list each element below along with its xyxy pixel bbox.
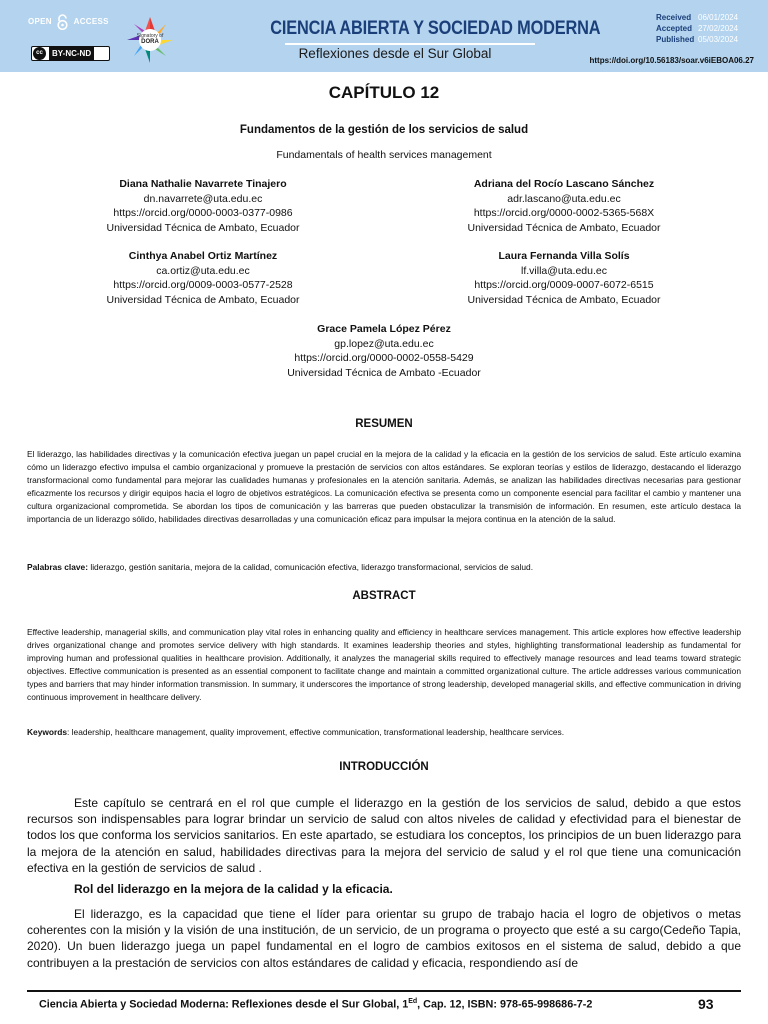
received-label: Received bbox=[656, 13, 692, 22]
title-divider bbox=[285, 43, 535, 45]
author-affiliation: Universidad Técnica de Ambato, Ecuador bbox=[467, 221, 661, 234]
author-name: Adriana del Rocío Lascano Sánchez bbox=[473, 178, 655, 190]
author-email[interactable]: ca.ortiz@uta.edu.ec bbox=[156, 264, 250, 277]
doi-link[interactable]: https://doi.org/10.56183/soar.v6iEBOA06.27 bbox=[589, 56, 754, 65]
author-block bbox=[73, 249, 333, 307]
footer-text-start: Ciencia Abierta y Sociedad Moderna: Reflexiones desde el Sur Global, 1 bbox=[39, 998, 409, 1011]
author-block bbox=[434, 177, 694, 235]
journal-subtitle: Reflexiones desde el Sur Global bbox=[298, 46, 492, 61]
paper-title: Fundamentos de la gestión de los servicios de salud bbox=[239, 124, 529, 136]
publication-dates bbox=[656, 12, 738, 45]
author-email[interactable]: lf.villa@uta.edu.ec bbox=[521, 264, 607, 277]
dora-small-text: Signatory of bbox=[136, 33, 164, 39]
resumen-keywords bbox=[27, 561, 741, 573]
license-badge[interactable] bbox=[31, 46, 110, 61]
author-email[interactable]: adr.lascano@uta.edu.ec bbox=[507, 192, 621, 205]
open-access-right-text: ACCESS bbox=[73, 17, 109, 27]
accepted-date: 27/02/2024 bbox=[698, 24, 739, 33]
author-affiliation: Universidad Técnica de Ambato, Ecuador bbox=[106, 221, 300, 234]
dora-big-text: DORA bbox=[141, 39, 159, 45]
resumen-text: El liderazgo, las habilidades directivas y la comunicación efectiva juegan un papel crucial en la mejora de la calidad y la eficacia en la gestión de los servicios de salud. Este artículo examina cómo un liderazgo efectivo impulsa el cambio organizacional y promueve la prestación de servicios con altos estándares. Se exploran teorías y estilos de liderazgo, destacando el liderazgo transformacional como fundamental para mejorar las cualidades humanas y profesionales en la atención sanitaria. Además, se analizan las habilidades directivas necesarias para gestionar eficazmente los recursos y dirigir equipos hacia el logro de objetivos estratégicos. La comunicación efectiva se presenta como un componente esencial para facilitar el cambio y mantener una cultura organizacional comprometida. Se abordan los tipos de comunicación y las barreras que pueden obstaculizar la transmisión de información. En resumen, este artículo destaca la importancia de un liderazgo sólido, habilidades directivas desarrolladas y una comunicación eficaz para impulsar la mejora continua en la atención de la salud. bbox=[27, 449, 741, 524]
introduccion-heading: INTRODUCCIÓN bbox=[339, 761, 429, 773]
author-email[interactable]: gp.lopez@uta.edu.ec bbox=[334, 337, 434, 350]
footer-text-end: , Cap. 12, ISBN: 978-65-998686-7-2 bbox=[417, 998, 593, 1011]
intro-paragraph: Este capítulo se centrará en el rol que cumple el liderazgo en la gestión de los servicios de salud, debido a que estos recursos son indispensables para lograr brindar un servicio de salud con altos niveles de calidad y efectividad para el bienestar de todos los que conforma los servicios sanitarios. En este apartado, se estudiara los conceptos, los principios de un buen liderazgo para la mejora de la atención en salud, habilidades directivas para la mejora del servicio de salud y el rol que tiene una comunicación efectiva en la gestión de servicios de salud . bbox=[27, 796, 741, 875]
accepted-label: Accepted bbox=[656, 24, 693, 33]
author-block bbox=[434, 249, 694, 307]
chapter-title: CAPÍTULO 12 bbox=[328, 83, 440, 102]
published-label: Published bbox=[656, 35, 695, 44]
intro-paragraph: El liderazgo, es la capacidad que tiene el líder para orientar su grupo de trabajo hacia el logro de objetivos o metas coherentes con la misión y la visión de una institución, de un servicio, de un programa o proyecto que esté a su cargo(Cedeño Tapia, 2020). Un buen liderazgo juega un papel fundamental en el logro de cambios exitosos en el sistema de salud, debido a que contribuyen a la prestación de servicios con altos estándares de calidad y eficacia, respondiendo así de bbox=[27, 907, 741, 970]
author-name: Grace Pamela López Pérez bbox=[317, 323, 451, 335]
footer-citation bbox=[39, 998, 592, 1011]
dora-label bbox=[136, 33, 164, 45]
creative-commons-icon: cc bbox=[33, 47, 46, 60]
author-name: Laura Fernanda Villa Solís bbox=[498, 250, 630, 262]
published-date: 05/03/2024 bbox=[698, 35, 739, 44]
author-block bbox=[73, 177, 333, 235]
open-access-badge bbox=[28, 14, 109, 30]
author-name: Cinthya Anabel Ortiz Martínez bbox=[128, 250, 278, 262]
footer-divider bbox=[27, 990, 741, 992]
license-text: BY-NC-ND bbox=[49, 47, 94, 60]
journal-header bbox=[0, 0, 768, 72]
author-affiliation: Universidad Técnica de Ambato -Ecuador bbox=[287, 366, 481, 379]
author-orcid[interactable]: https://orcid.org/0000-0002-0558-5429 bbox=[294, 352, 474, 364]
author-affiliation: Universidad Técnica de Ambato, Ecuador bbox=[467, 293, 661, 306]
author-orcid[interactable]: https://orcid.org/0009-0007-6072-6515 bbox=[474, 279, 654, 291]
author-orcid[interactable]: https://orcid.org/0009-0003-0577-2528 bbox=[113, 279, 293, 291]
footer-edition-superscript: Ed bbox=[408, 998, 418, 1005]
keywords-label: Palabras clave: bbox=[27, 562, 88, 572]
journal-title: CIENCIA ABIERTA Y SOCIEDAD MODERNA bbox=[270, 18, 601, 39]
open-access-left-text: OPEN bbox=[28, 17, 52, 27]
paper-title-english: Fundamentals of health services management bbox=[276, 149, 492, 161]
abstract-text: Effective leadership, managerial skills, and communication play vital roles in enhancing quality and efficiency in healthcare services management. This article explores how effective leadership drives organizational change and promotes service delivery with high standards. It examines leadership theories and styles, highlighting transformational leadership as fundamental for improving human and professional qualities in healthcare provision. Additionally, it analyzes the managerial skills required to effectively manage resources and lead teams toward strategic objectives. Effective communication is presented as an essential component to facilitate change and maintain a committed organizational culture. The article addresses various communication types and barriers that may hinder information transmission. In summary, it underscores the importance of strong leadership, developed managerial skills, and effective communication in driving continuous improvement in healthcare delivery. bbox=[27, 627, 741, 702]
author-orcid[interactable]: https://orcid.org/0000-0002-5365-568X bbox=[473, 207, 655, 219]
author-block bbox=[254, 322, 514, 380]
received-date: 06/01/2024 bbox=[698, 13, 739, 22]
abstract-keywords bbox=[27, 726, 741, 738]
resumen-heading: RESUMEN bbox=[355, 418, 413, 430]
abstract-heading: ABSTRACT bbox=[352, 590, 416, 602]
keywords-label: Keywords bbox=[27, 727, 68, 737]
open-access-lock-icon bbox=[56, 14, 69, 30]
author-orcid[interactable]: https://orcid.org/0000-0003-0377-0986 bbox=[113, 207, 293, 219]
author-name: Diana Nathalie Navarrete Tinajero bbox=[119, 178, 287, 190]
author-email[interactable]: dn.navarrete@uta.edu.ec bbox=[143, 192, 263, 205]
page-number: 93 bbox=[698, 996, 714, 1012]
keywords-list: : leadership, healthcare management, quality improvement, effective communication, transformational leadership, healthcare services. bbox=[67, 727, 565, 737]
intro-subheading: Rol del liderazgo en la mejora de la calidad y la eficacia. bbox=[74, 882, 393, 896]
keywords-list: liderazgo, gestión sanitaria, mejora de la calidad, comunicación efectiva, liderazgo transformacional, servicios de salud. bbox=[88, 562, 534, 572]
author-affiliation: Universidad Técnica de Ambato, Ecuador bbox=[106, 293, 300, 306]
